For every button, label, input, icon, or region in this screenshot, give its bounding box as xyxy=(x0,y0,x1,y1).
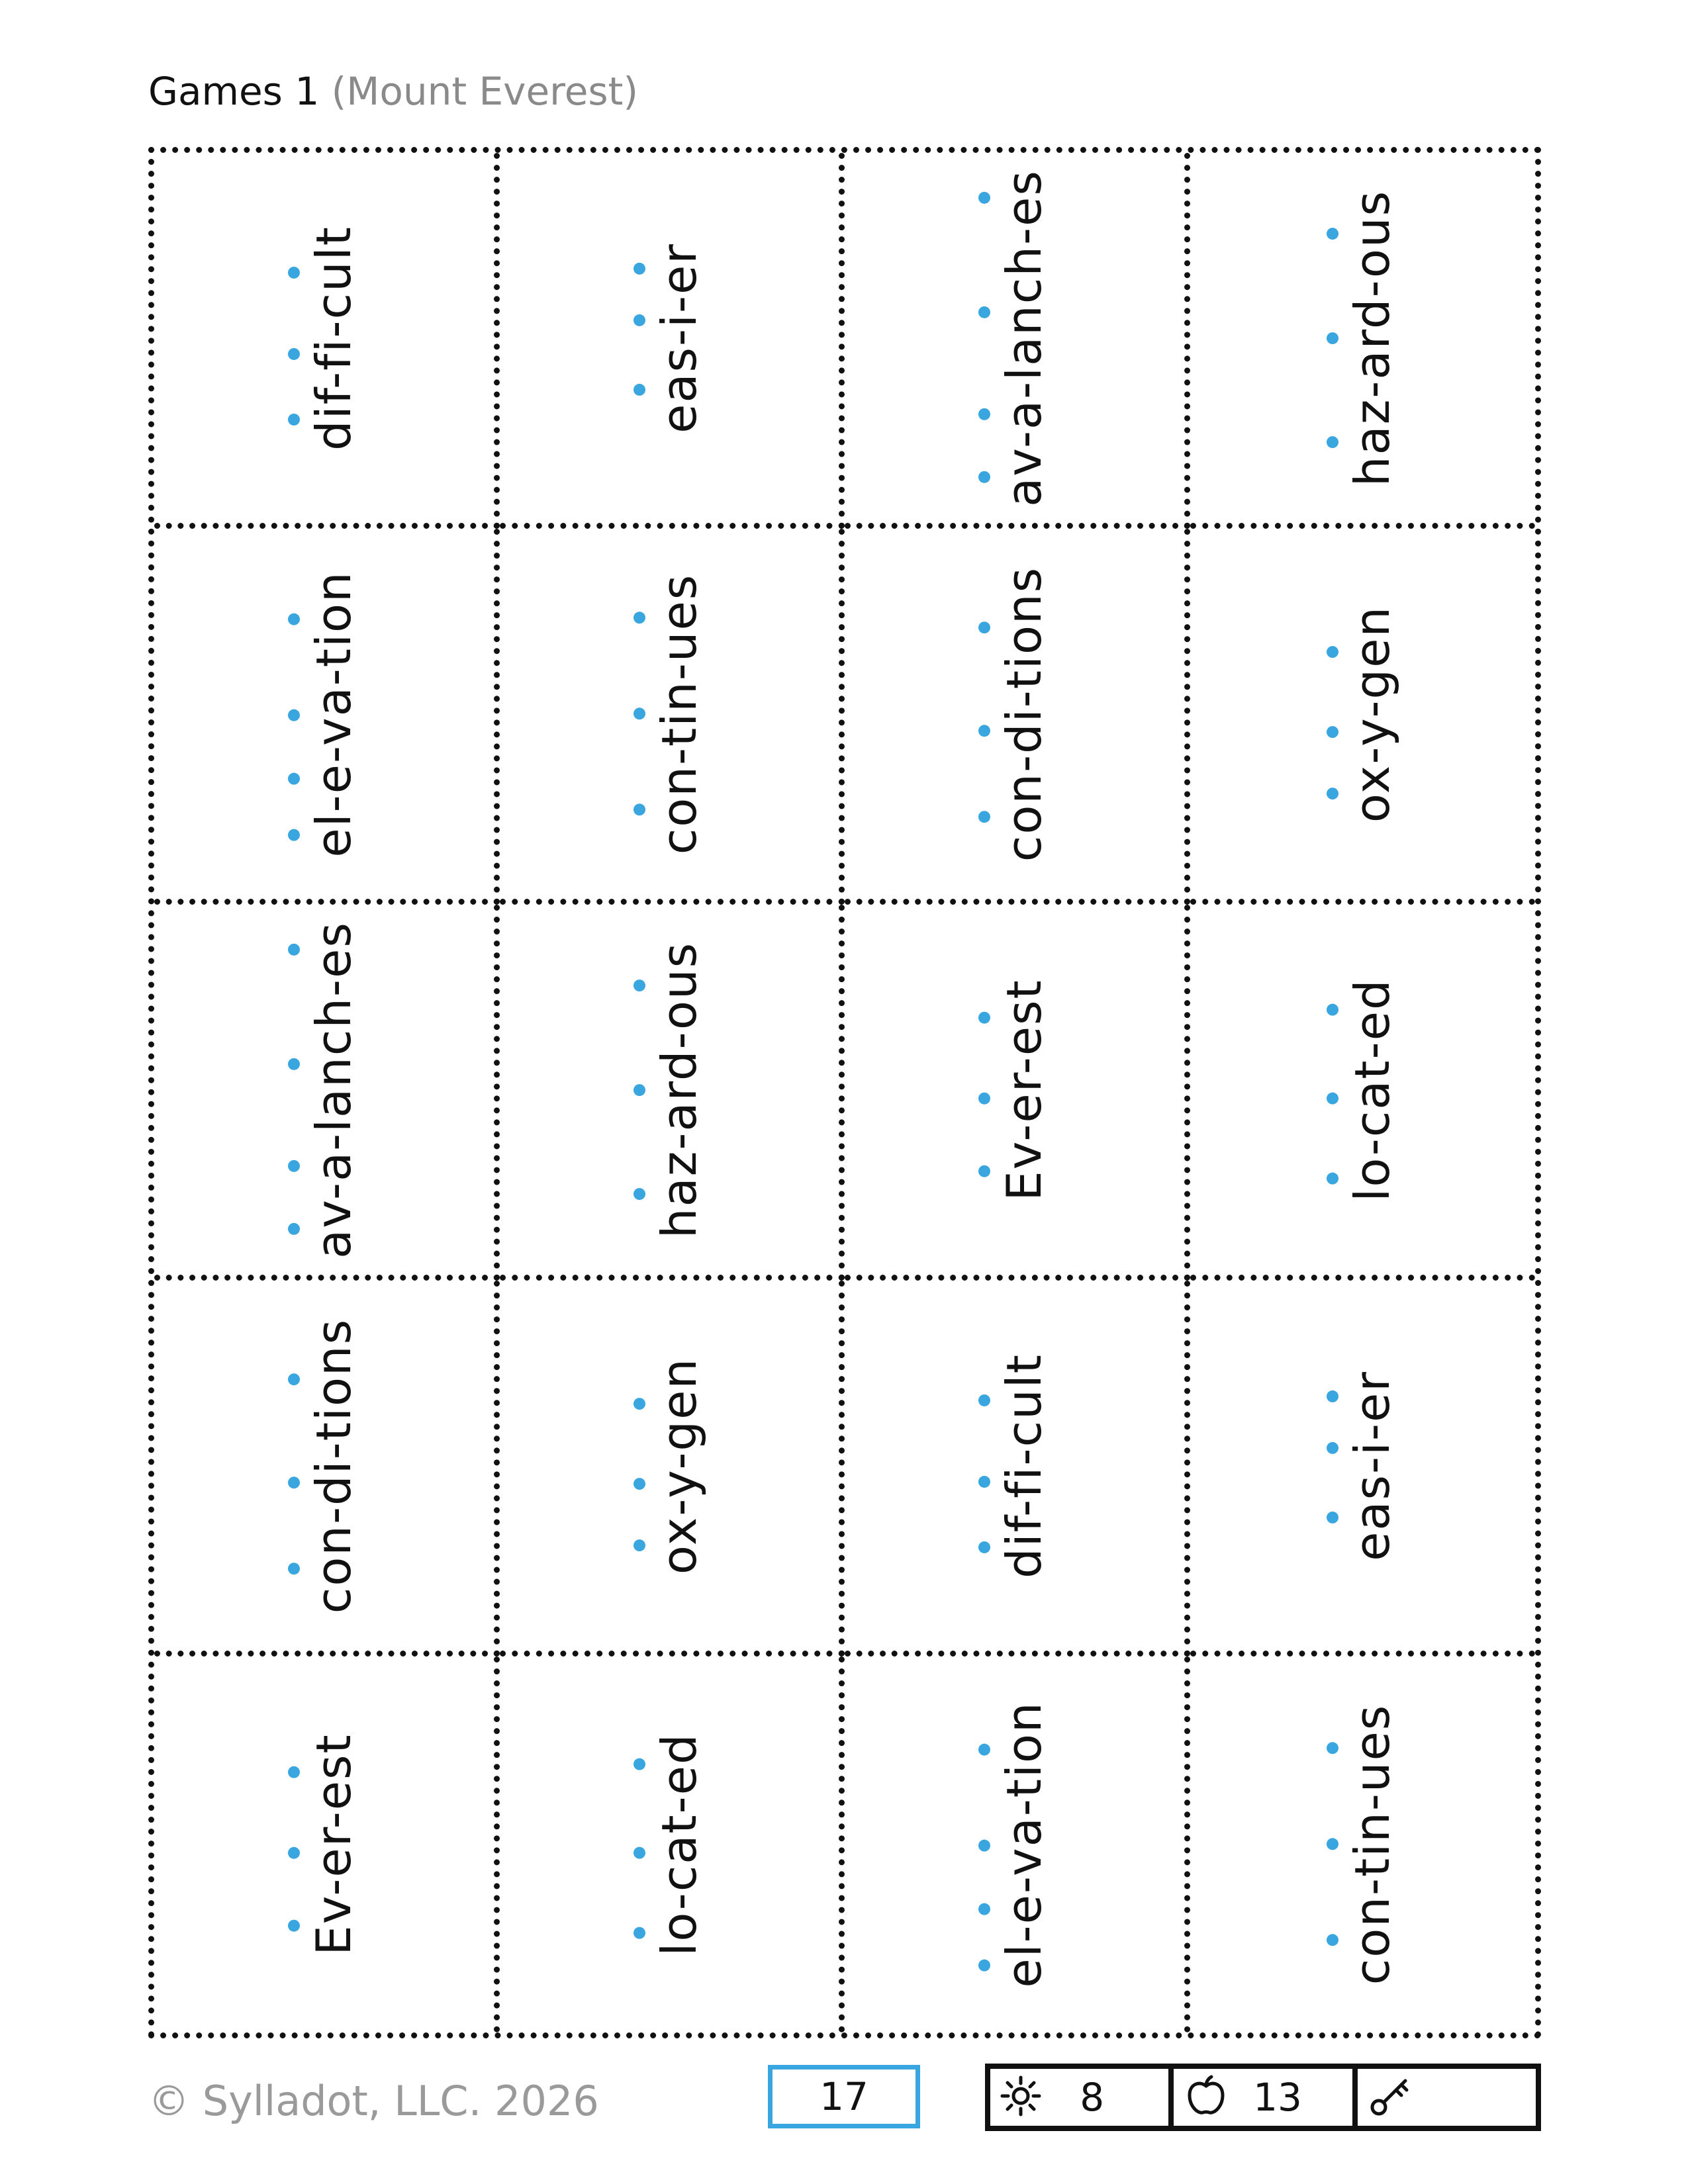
syllable: eas xyxy=(651,345,707,433)
syllable-dot xyxy=(978,1011,990,1023)
syllable-dot xyxy=(978,621,990,633)
syllable-dot xyxy=(1327,1390,1338,1402)
syllable-dot xyxy=(978,191,990,203)
syllable: con xyxy=(1344,1895,1401,1985)
syllable-hyphen: - xyxy=(306,1810,362,1829)
syllable-dot-row xyxy=(974,979,994,1201)
stat-sun xyxy=(990,2069,1168,2126)
syllable-dot xyxy=(1327,1511,1338,1523)
syllable-dot xyxy=(633,1478,645,1490)
syllable: est xyxy=(306,1733,362,1811)
syllable: y xyxy=(651,1469,707,1498)
syllable-dot xyxy=(288,829,300,841)
syllable-word xyxy=(304,226,363,451)
syllable: di xyxy=(306,1459,362,1506)
syllable-hyphen: - xyxy=(996,1876,1053,1894)
syllable-hyphen: - xyxy=(1344,1040,1401,1059)
syllable: va xyxy=(996,1816,1053,1876)
syllable-dot xyxy=(288,709,300,721)
syllable-word xyxy=(304,570,363,857)
syllable-dot-row xyxy=(1323,1371,1342,1561)
syllable: ues xyxy=(1344,1704,1401,1793)
syllable-dot xyxy=(978,1840,990,1852)
word-card xyxy=(154,905,500,1281)
syllable-hyphen: - xyxy=(306,978,362,997)
syllable: tion xyxy=(306,570,362,667)
syllable-hyphen: - xyxy=(996,1498,1053,1517)
word-card xyxy=(1190,529,1536,905)
syllable-dot xyxy=(288,1373,300,1385)
syllable-hyphen: - xyxy=(306,319,362,338)
syllable: fi xyxy=(996,1465,1053,1498)
syllable-word xyxy=(994,169,1054,507)
syllable: ard xyxy=(651,1048,707,1132)
syllable: Ev xyxy=(996,1141,1053,1201)
syllable-hyphen: - xyxy=(1344,1422,1401,1441)
syllable-dot xyxy=(633,1188,645,1200)
syllable-dot xyxy=(633,803,645,815)
apple-icon xyxy=(1183,2073,1229,2122)
word-card xyxy=(500,1281,845,1657)
syllable-hyphen: - xyxy=(996,1924,1053,1943)
syllable: ous xyxy=(1344,189,1401,278)
syllable-word xyxy=(994,566,1054,861)
syllable-dot xyxy=(1327,1838,1338,1850)
syllable: ox xyxy=(1344,764,1401,823)
syllable-dot-row xyxy=(1323,1704,1342,1985)
syllable: dif xyxy=(306,388,362,451)
word-card-content xyxy=(284,226,363,451)
syllable-dot xyxy=(978,1093,990,1105)
syllable-dot xyxy=(1327,646,1338,658)
level-stats-box xyxy=(985,2064,1541,2131)
syllable-hyphen: - xyxy=(996,429,1053,448)
word-card-content xyxy=(630,573,709,854)
syllable: er xyxy=(996,1073,1053,1123)
syllable-dot xyxy=(633,1758,645,1770)
word-card-content xyxy=(974,1701,1054,1987)
syllable-dot-row xyxy=(1323,189,1342,486)
key-icon xyxy=(1367,2073,1413,2122)
syllable-dot xyxy=(633,1084,645,1096)
sun-icon xyxy=(1000,2075,1042,2120)
word-card xyxy=(500,905,845,1281)
word-card xyxy=(845,1657,1190,2032)
word-card-content xyxy=(1323,1704,1402,1985)
syllable-word xyxy=(649,1357,709,1574)
syllable: y xyxy=(1344,717,1401,747)
syllable-hyphen: - xyxy=(306,793,362,812)
syllable-word xyxy=(1342,978,1402,1201)
syllable-hyphen: - xyxy=(306,1132,362,1151)
syllable-hyphen: - xyxy=(996,226,1053,245)
syllable: ues xyxy=(651,573,707,662)
syllable-hyphen: - xyxy=(306,666,362,686)
syllable: er xyxy=(651,242,707,295)
syllable-dot xyxy=(1327,1934,1338,1946)
stat-apple-value: 13 xyxy=(1253,2075,1302,2120)
syllable-dot-row xyxy=(284,226,304,451)
syllable-dot-row xyxy=(630,1733,649,1956)
syllable: ous xyxy=(651,941,707,1030)
syllable: ox xyxy=(651,1516,707,1574)
syllable-dot xyxy=(978,1744,990,1756)
syllable-word xyxy=(304,1318,363,1613)
syllable: e xyxy=(306,762,362,794)
syllable: lo xyxy=(651,1910,707,1956)
syllable-hyphen: - xyxy=(996,1122,1053,1142)
syllable-hyphen: - xyxy=(306,1877,362,1896)
syllable-hyphen: - xyxy=(996,1055,1053,1074)
word-card xyxy=(154,1281,500,1657)
syllable-hyphen: - xyxy=(306,745,362,763)
syllable-dot-row xyxy=(974,169,994,507)
syllable-dot xyxy=(978,1394,990,1406)
syllable: tions xyxy=(996,566,1053,689)
syllable: tions xyxy=(306,1318,362,1441)
word-card-content xyxy=(284,1318,363,1613)
syllable: cult xyxy=(306,225,362,319)
syllable-dot xyxy=(978,1903,990,1915)
syllable: es xyxy=(996,169,1053,226)
syllable-hyphen: - xyxy=(996,1447,1053,1465)
syllable: cult xyxy=(996,1353,1053,1447)
copyright-notice: © Sylladot, LLC. 2026 xyxy=(148,2077,599,2125)
syllable-dot xyxy=(633,612,645,623)
syllable-dot xyxy=(1327,228,1338,240)
syllable-hyphen: - xyxy=(1344,699,1401,718)
syllable-dot xyxy=(288,348,300,360)
syllable: lo xyxy=(1344,1155,1401,1202)
syllable-dot xyxy=(288,1766,300,1778)
syllable: i xyxy=(1344,1440,1401,1455)
syllable-dot xyxy=(978,1165,990,1177)
stat-sun-value: 8 xyxy=(1080,2075,1105,2120)
syllable: lanch xyxy=(996,244,1053,381)
syllable-dot xyxy=(1327,1441,1338,1453)
syllable-hyphen: - xyxy=(651,746,707,765)
syllable-hyphen: - xyxy=(306,1440,362,1459)
syllable-dot xyxy=(1327,1173,1338,1185)
stat-key xyxy=(1352,2069,1536,2126)
syllable-dot xyxy=(1327,1743,1338,1754)
syllable-hyphen: - xyxy=(306,370,362,389)
syllable: av xyxy=(996,447,1053,507)
syllable-dot-row xyxy=(284,1318,304,1613)
syllable-dot xyxy=(288,1477,300,1488)
syllable-dot xyxy=(633,262,645,274)
syllable-hyphen: - xyxy=(996,688,1053,707)
syllable-dot-row xyxy=(630,1357,649,1574)
syllable-hyphen: - xyxy=(651,1029,707,1049)
syllable-dot xyxy=(1327,726,1338,738)
word-card-content xyxy=(1323,1371,1402,1561)
word-card-content xyxy=(974,169,1054,507)
syllable: haz xyxy=(651,1150,707,1238)
page-subtitle: (Mount Everest) xyxy=(331,69,639,114)
syllable: av xyxy=(306,1199,362,1259)
syllable-dot xyxy=(633,1847,645,1859)
syllable-dot xyxy=(633,314,645,326)
syllable-dot-row xyxy=(974,1353,994,1578)
syllable-dot xyxy=(633,1539,645,1551)
syllable-dot xyxy=(1327,1092,1338,1104)
syllable-dot xyxy=(1327,1003,1338,1015)
word-card xyxy=(154,153,500,529)
syllable: ed xyxy=(1344,978,1401,1040)
syllable-dot xyxy=(288,1223,300,1235)
syllable-word xyxy=(1342,1704,1402,1985)
syllable-dot xyxy=(1327,436,1338,448)
syllable-dot xyxy=(633,1398,645,1410)
word-card-content xyxy=(1323,189,1402,486)
syllable: cat xyxy=(1344,1058,1401,1137)
syllable-hyphen: - xyxy=(651,1891,707,1911)
syllable-dot xyxy=(288,943,300,955)
syllable-word xyxy=(649,573,709,854)
syllable-dot xyxy=(633,979,645,991)
syllable: er xyxy=(306,1829,362,1878)
syllable: ard xyxy=(1344,296,1401,380)
syllable-dot xyxy=(633,707,645,719)
word-card xyxy=(1190,1657,1536,2032)
syllable-dot xyxy=(288,1847,300,1859)
syllable-word xyxy=(994,979,1054,1201)
syllable-word xyxy=(649,941,709,1238)
syllable-dot-row xyxy=(284,921,304,1259)
word-card xyxy=(845,1281,1190,1657)
syllable-hyphen: - xyxy=(651,294,707,313)
syllable-dot xyxy=(1327,788,1338,799)
stat-apple xyxy=(1168,2069,1352,2126)
syllable-dot xyxy=(288,1920,300,1932)
syllable-hyphen: - xyxy=(1344,1877,1401,1896)
word-card-content xyxy=(974,979,1054,1201)
syllable-dot xyxy=(633,383,645,395)
syllable: a xyxy=(306,1150,362,1181)
syllable-dot-row xyxy=(1323,978,1342,1201)
syllable: di xyxy=(996,707,1053,754)
page-title: Games 1 xyxy=(148,69,320,114)
syllable-hyphen: - xyxy=(306,1505,362,1524)
syllable-word xyxy=(1342,189,1402,486)
syllable: fi xyxy=(306,337,362,371)
syllable-dot xyxy=(633,1927,645,1939)
syllable-dot-row xyxy=(630,573,649,854)
syllable: con xyxy=(996,772,1053,862)
syllable-dot-row xyxy=(284,570,304,857)
syllable-word xyxy=(1342,605,1402,822)
syllable-hyphen: - xyxy=(1344,746,1401,764)
word-card-content xyxy=(630,243,709,433)
word-card xyxy=(500,153,845,529)
syllable-dot xyxy=(288,772,300,784)
syllable-hyphen: - xyxy=(996,1797,1053,1817)
word-card-content xyxy=(974,1353,1054,1578)
syllable: tin xyxy=(1344,1811,1401,1878)
syllable-dot xyxy=(978,408,990,420)
syllable-dot xyxy=(978,306,990,318)
word-card-content xyxy=(1323,605,1402,822)
syllable: con xyxy=(306,1524,362,1614)
syllable: tion xyxy=(996,1701,1053,1798)
word-card-content xyxy=(630,941,709,1238)
syllable-word xyxy=(649,1733,709,1956)
syllable-hyphen: - xyxy=(996,380,1053,399)
syllable: i xyxy=(651,312,707,328)
syllable-dot-row xyxy=(630,941,649,1238)
syllable: Ev xyxy=(306,1895,362,1956)
syllable-dot-row xyxy=(974,1701,994,1987)
syllable: a xyxy=(996,398,1053,430)
syllable: el xyxy=(306,811,362,858)
syllable-hyphen: - xyxy=(651,1131,707,1150)
syllable: gen xyxy=(651,1357,707,1451)
syllable-dot-row xyxy=(974,566,994,861)
word-card xyxy=(1190,153,1536,529)
syllable: gen xyxy=(1344,605,1401,700)
syllable: lanch xyxy=(306,996,362,1132)
syllable-dot xyxy=(288,1563,300,1574)
syllable: va xyxy=(306,685,362,746)
syllable: eas xyxy=(1344,1473,1401,1561)
syllable-word xyxy=(994,1701,1054,1987)
word-card-content xyxy=(284,570,363,857)
syllable-dot xyxy=(1327,332,1338,344)
word-card-content xyxy=(1323,978,1402,1201)
syllable: er xyxy=(1344,1370,1401,1422)
word-card-content xyxy=(974,566,1054,861)
word-card xyxy=(500,1657,845,2032)
word-card-content xyxy=(284,1733,363,1955)
syllable-dot xyxy=(288,1058,300,1070)
syllable-hyphen: - xyxy=(1344,277,1401,297)
page-number: 17 xyxy=(820,2074,868,2119)
word-card xyxy=(154,529,500,905)
syllable-hyphen: - xyxy=(651,327,707,346)
word-card xyxy=(845,529,1190,905)
syllable-hyphen: - xyxy=(651,1498,707,1516)
syllable: cat xyxy=(651,1813,707,1892)
syllable-word xyxy=(994,1353,1054,1578)
syllable: ed xyxy=(651,1733,707,1796)
syllable-dot xyxy=(288,267,300,279)
syllable-hyphen: - xyxy=(1344,1455,1401,1474)
syllable: tin xyxy=(651,680,707,747)
syllable-word xyxy=(304,921,363,1259)
syllable: con xyxy=(651,764,707,854)
word-card xyxy=(154,1657,500,2032)
syllable: es xyxy=(306,921,362,978)
syllable: est xyxy=(996,978,1053,1056)
syllable-dot-row xyxy=(284,1733,304,1955)
syllable-hyphen: - xyxy=(1344,379,1401,398)
syllable-dot xyxy=(978,1476,990,1488)
syllable-dot xyxy=(978,811,990,823)
syllable-word xyxy=(304,1733,363,1955)
word-card xyxy=(500,529,845,905)
syllable-hyphen: - xyxy=(1344,1136,1401,1156)
syllable-dot xyxy=(288,613,300,625)
syllable-hyphen: - xyxy=(651,1795,707,1814)
syllable-dot-row xyxy=(1323,605,1342,822)
syllable-dot xyxy=(978,1960,990,1972)
word-card-content xyxy=(630,1357,709,1574)
syllable-word xyxy=(1342,1371,1402,1561)
page-header xyxy=(148,65,638,118)
word-card xyxy=(845,153,1190,529)
card-grid xyxy=(148,147,1541,2038)
syllable: dif xyxy=(996,1516,1053,1578)
syllable-dot-row xyxy=(630,243,649,433)
syllable-hyphen: - xyxy=(306,1181,362,1200)
syllable-hyphen: - xyxy=(1344,1792,1401,1811)
word-card xyxy=(1190,905,1536,1281)
syllable-dot xyxy=(978,1541,990,1553)
syllable-dot xyxy=(978,725,990,737)
syllable-dot xyxy=(978,471,990,483)
syllable: haz xyxy=(1344,398,1401,486)
word-card xyxy=(845,905,1190,1281)
syllable-dot xyxy=(288,1160,300,1171)
syllable: e xyxy=(996,1893,1053,1925)
syllable-dot xyxy=(288,414,300,426)
page-number-box xyxy=(768,2065,920,2128)
word-card xyxy=(1190,1281,1536,1657)
syllable-word xyxy=(649,243,709,433)
syllable-hyphen: - xyxy=(996,753,1053,772)
word-card-content xyxy=(630,1733,709,1956)
word-card-content xyxy=(284,921,363,1259)
syllable-hyphen: - xyxy=(651,1451,707,1470)
syllable: el xyxy=(996,1942,1053,1988)
syllable-hyphen: - xyxy=(651,661,707,680)
